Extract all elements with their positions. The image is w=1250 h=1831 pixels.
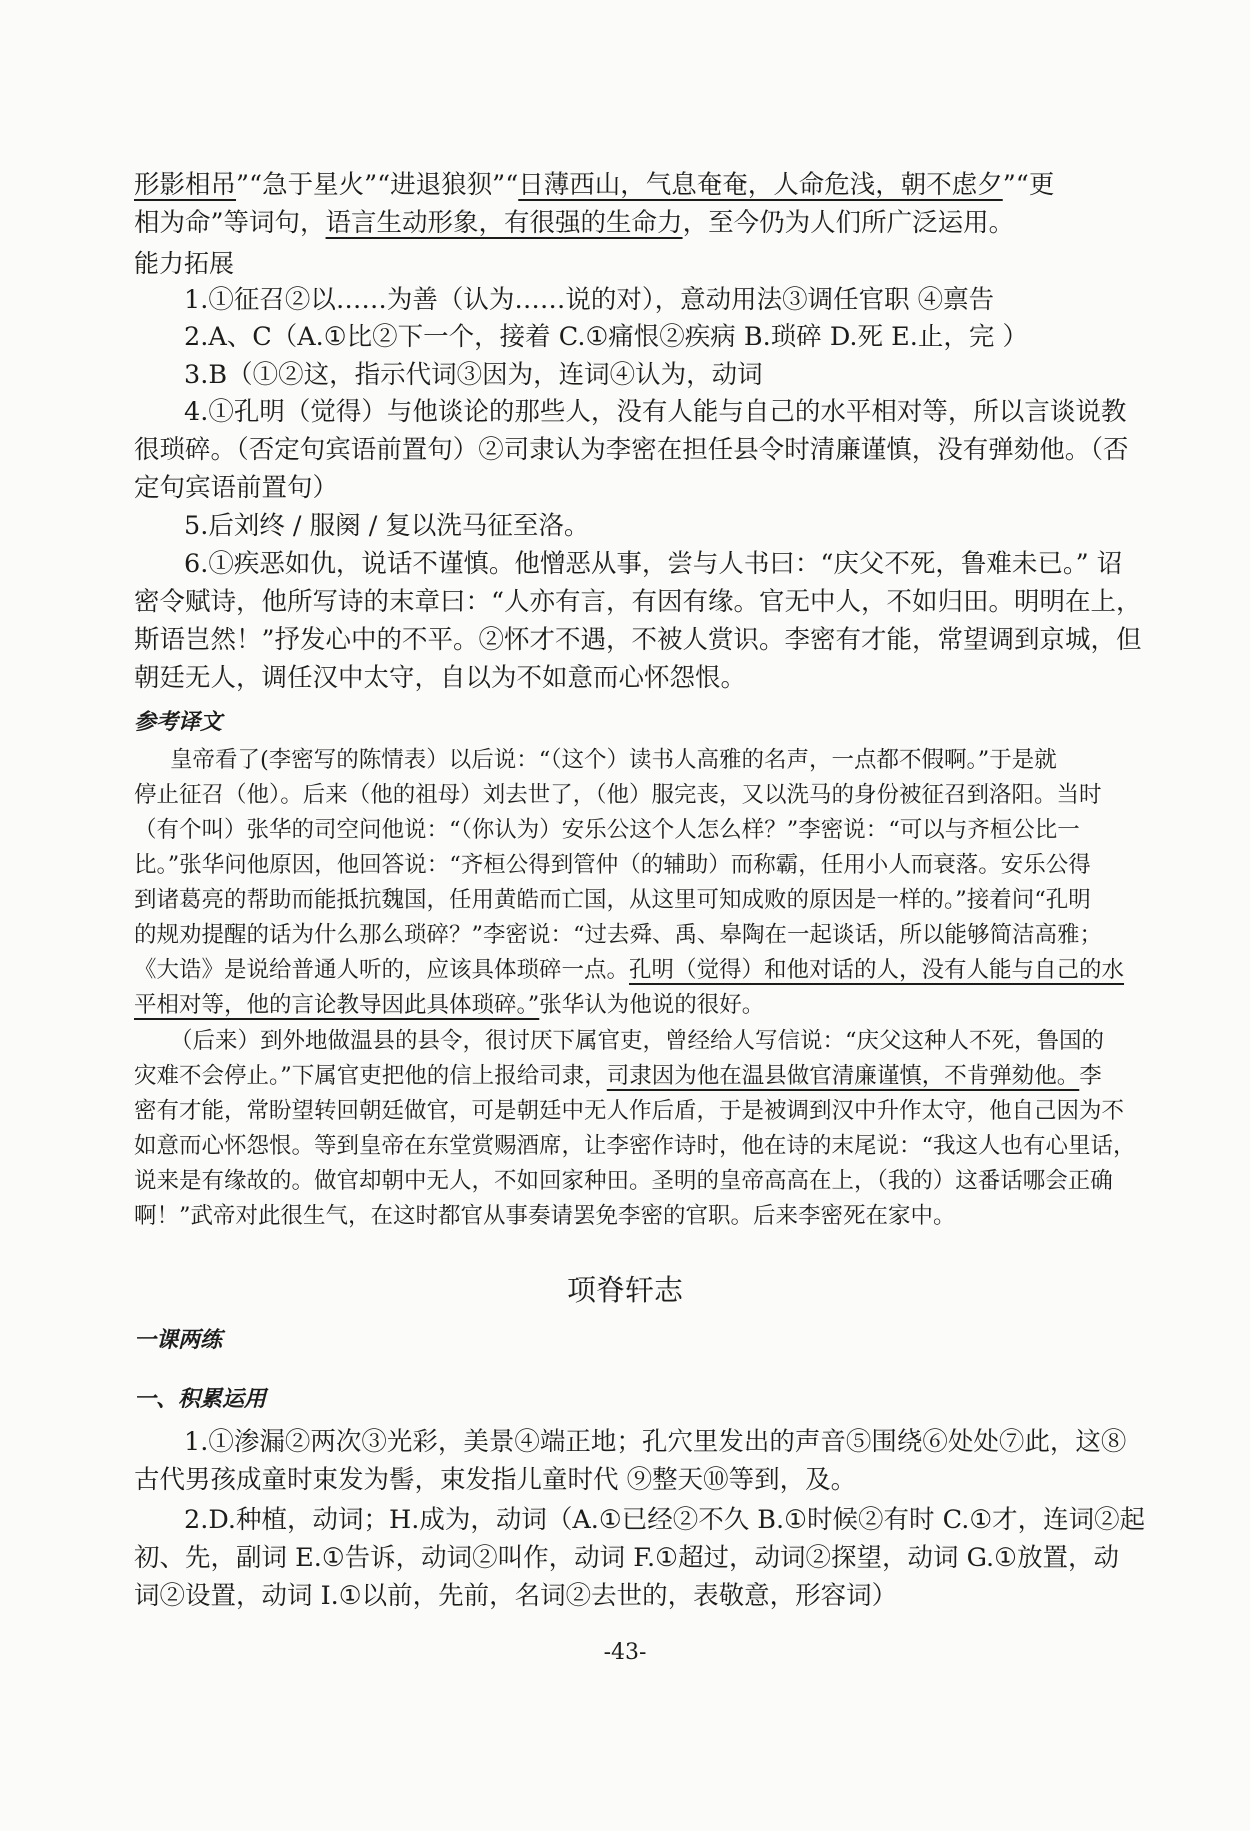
underlined-phrase: 孔明（觉得）和他对话的人，没有人能与自己的水: [629, 957, 1125, 983]
translation-p1-line-7: [134, 952, 1124, 984]
lesson-q1-line-1: 1.①渗漏②两次③光彩，美景④端正地；孔穴里发出的声音⑤围绕⑥处处⑦此，这⑧: [184, 1427, 1127, 1457]
translation-p2-line-4: 如意而心怀怨恨。等到皇帝在东堂赏赐酒席，让李密作诗时，他在诗的末尾说：“我这人也有心里话，: [134, 1133, 1136, 1159]
lesson-q2-line-1: 2.D.种植，动词；H.成为，动词（A.①已经②不久 B.①时候②有时 C.①才，连词②起: [184, 1505, 1146, 1535]
text-run: 《大诰》是说给普通人听的，应该具体琐碎一点。: [134, 957, 630, 983]
underlined-phrase: 语言生动形象，有很强的生命力: [325, 208, 683, 238]
translation-p2-line-2: [134, 1058, 1102, 1090]
text-run: 灾难不会停止。”下属官吏把他的信上报给司隶，: [134, 1063, 607, 1089]
translation-p1-line-2: 停止征召（他）。后来（他的祖母）刘去世了，（他）服完丧，又以洗马的身份被征召到洛阳。当时: [134, 782, 1102, 808]
underlined-phrase: 司隶因为他在温县做官清廉谨慎，不肯弹劾他。: [606, 1063, 1080, 1089]
translation-heading: 参考译文: [134, 709, 223, 735]
ability-q3: 3.B（①②这，指示代词③因为，连词④认为，动词: [184, 360, 763, 390]
ability-heading: 能力拓展: [134, 249, 235, 278]
underlined-phrase: 日薄西山，气息奄奄，人命危浅，朝不虑夕: [518, 170, 1003, 200]
ability-q1: 1.①征召②以……为善（认为……说的对），意动用法③调任官职 ④禀告: [184, 285, 995, 315]
lesson-q1-line-2: 古代男孩成童时束发为髻，束发指儿童时代 ⑨整天⑩等到，及。: [134, 1465, 857, 1495]
ability-q5: 5.后刘终 / 服阕 / 复以洗马征至洛。: [184, 511, 590, 541]
prev-line-2: [134, 203, 1014, 239]
ability-q6-line-1: 6.①疾恶如仇，说话不谨慎。他憎恶从事，尝与人书曰：“庆父不死，鲁难未已。” 诏: [184, 549, 1123, 579]
ability-q6-line-3: 斯语岂然！”抒发心中的不平。②怀才不遇，不被人赏识。李密有才能，常望调到京城，但: [134, 625, 1142, 655]
lesson-q2-line-2: 初、先，副词 E.①告诉，动词②叫作，动词 F.①超过，动词②探望，动词 G.①放置，动: [134, 1543, 1120, 1573]
translation-p1-line-5: 到诸葛亮的帮助而能抵抗魏国，任用黄皓而亡国，从这里可知成败的原因是一样的。”接着问“孔明: [134, 887, 1091, 913]
page-number: -43-: [603, 1640, 647, 1665]
ability-q4-line-3: 定句宾语前置句）: [134, 473, 339, 503]
prev-line-1: [134, 165, 1054, 201]
underlined-phrase: 平相对等，他的言论教导因此具体琐碎。”: [134, 992, 540, 1018]
text-run: 相为命”等词句，: [134, 208, 326, 238]
lesson-subheading-1: 一课两练: [134, 1327, 223, 1353]
ability-q4-line-2: 很琐碎。（否定句宾语前置句）②司隶认为李密在担任县令时清廉谨慎，没有弹劾他。（否: [134, 435, 1129, 465]
underlined-phrase: 形影相吊: [134, 170, 237, 200]
text-run: 李: [1079, 1063, 1102, 1089]
ability-q6-line-4: 朝廷无人，调任汉中太守，自以为不如意而心怀怨恨。: [134, 663, 747, 693]
text-run: ”“急于星火”“进退狼狈”“: [236, 170, 519, 200]
translation-p1-line-4: 比。”张华问他原因，他回答说：“齐桓公得到管仲（的辅助）而称霸，任用小人而衰落。安乐公得: [134, 852, 1091, 878]
translation-p2-line-3: 密有才能，常盼望转回朝廷做官，可是朝廷中无人作后盾，于是被调到汉中升作太守，他自己因为不: [134, 1098, 1125, 1124]
translation-p2-line-6: 啊！”武帝对此很生气，在这时都官从事奏请罢免李密的官职。后来李密死在家中。: [134, 1203, 956, 1229]
lesson-title: 项脊轩志: [566, 1273, 683, 1307]
ability-q4-line-1: 4.①孔明（觉得）与他谈论的那些人，没有人能与自己的水平相对等，所以言谈说教: [184, 397, 1127, 427]
translation-p2-line-1: （后来）到外地做温县的县令，很讨厌下属官吏，曾经给人写信说：“庆父这种人不死，鲁国的: [170, 1028, 1105, 1054]
translation-p1-line-6: 的规劝提醒的话为什么那么琐碎？”李密说：“过去舜、禹、皋陶在一起谈话，所以能够简洁高雅；: [134, 922, 1103, 948]
ability-q6-line-2: 密令赋诗，他所写诗的末章曰：“人亦有言，有因有缘。官无中人，不如归田。明明在上，: [134, 587, 1142, 617]
text-run: ，至今仍为人们所广泛运用。: [682, 208, 1015, 238]
translation-p1-line-1: 皇帝看了(李密写的陈情表）以后说：“（这个）读书人高雅的名声，一点都不假啊。”于是就: [170, 747, 1057, 773]
text-run: 张华认为他说的很好。: [539, 992, 765, 1018]
translation-p1-line-3: （有个叫）张华的司空问他说：“（你认为）安乐公这个人怎么样？”李密说：“可以与齐桓公比一: [134, 817, 1080, 843]
lesson-subheading-2: 一、积累运用: [134, 1386, 267, 1412]
ability-q2: 2.A、C（A.①比②下一个，接着 C.①痛恨②疾病 B.琐碎 D.死 E.止，完 ）: [184, 322, 1028, 352]
translation-p1-line-8: [134, 987, 764, 1019]
lesson-q2-line-3: 词②设置，动词 I.①以前，先前，名词②去世的，表敬意，形容词）: [134, 1581, 898, 1611]
translation-p2-line-5: 说来是有缘故的。做官却朝中无人，不如回家种田。圣明的皇帝高高在上，（我的）这番话哪会正确: [134, 1168, 1113, 1194]
text-run: ”“更: [1002, 170, 1055, 200]
